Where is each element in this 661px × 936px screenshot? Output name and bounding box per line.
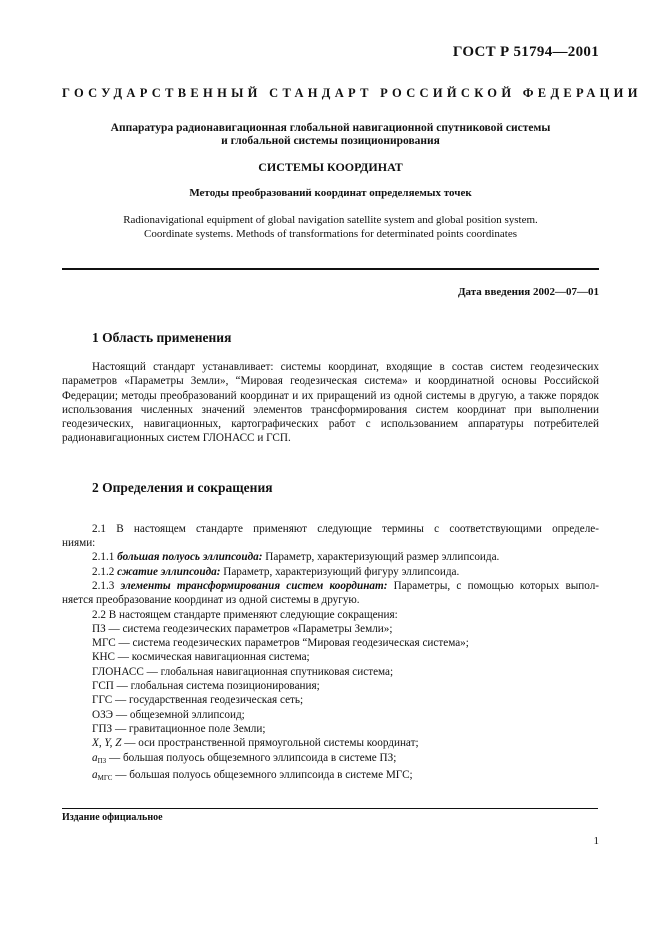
section-2-heading: 2 Определения и сокращения — [92, 479, 273, 495]
term-2-1-2 — [62, 565, 599, 579]
abbreviation-item: ГСП — глобальная система позиционирования; — [92, 680, 320, 693]
term-name: сжатие эллипсоида: — [117, 565, 221, 578]
standard-number: ГОСТ Р 51794—2001 — [452, 44, 599, 60]
introduction-date: Дата введения 2002—07—01 — [457, 286, 599, 298]
abbreviation-item: КНС — космическая навигационная система; — [92, 651, 310, 664]
term-name: большая полуось эллипсоида: — [117, 551, 263, 564]
title-block — [62, 122, 599, 241]
title-ru-line2: и глобальной системы позиционирования — [221, 135, 440, 147]
symbol: X, Y, Z — [92, 737, 122, 750]
symbol-xyz — [62, 736, 599, 750]
symbol: a — [92, 751, 98, 764]
clause-2-1-line1: 2.1 В настоящем стандарте применяют следующие термины с соответствующими определе- — [92, 522, 599, 535]
abbreviation-item: ПЗ — система геодезических параметров «Параметры Земли»; — [92, 622, 393, 635]
title-en-line2: Coordinate systems. Methods of transformations for determinated points coordinates — [143, 228, 517, 240]
abbreviation-item: ГГС — государственная геодезическая сеть; — [92, 694, 304, 707]
page-number: 1 — [593, 835, 599, 847]
clause-2-1-line2: ниями: — [62, 537, 96, 550]
symbol-definition: — большая полуось общеземного эллипсоида в системе ПЗ; — [106, 751, 397, 764]
term-definition: Параметр, характеризующий размер эллипсоида. — [262, 551, 500, 564]
symbol-a-mgs — [62, 768, 599, 785]
clause-2-2: 2.2 В настоящем стандарте применяют следующие сокращения: — [92, 608, 398, 621]
term-2-1-3 — [62, 579, 599, 593]
official-edition-label: Издание официальное — [62, 812, 163, 823]
section-1-heading: 1 Область применения — [92, 330, 232, 345]
abbreviation-item: ГПЗ — гравитационное поле Земли; — [92, 722, 266, 735]
title-ru-line1: Аппаратура радионавигационная глобальной навигационной спутниковой системы — [110, 122, 551, 134]
title-en — [62, 213, 599, 241]
term-definition: Параметры, с помощью которых выпол- — [387, 579, 600, 592]
section-1-text: Настоящий стандарт устанавливает: системы координат, входящие в состав систем геодезических параметров «Параметры Земли», “Мировая геодезическая система» и координатной основы Российской Федерации; методы преобразований координат и их приращений из одной системы в другую, а также порядок использования численных значений элементов трансформирования систем координат при выполнении геодезических, навигационных, картографических работ с использованием аппаратуры потребителей радионавигационных систем ГЛОНАСС и ГСП. — [62, 361, 599, 445]
section-2-body — [62, 522, 599, 785]
term-2-1-1 — [62, 550, 599, 564]
standard-banner: ГОСУДАРСТВЕННЫЙ СТАНДАРТ РОССИЙСКОЙ ФЕДЕРАЦИИ — [62, 86, 642, 100]
term-2-1-3-line2: няется преобразование координат из одной системы в другую. — [62, 594, 360, 607]
abbreviation-item: ОЗЭ — общеземной эллипсоид; — [92, 708, 245, 721]
symbol-definition: — большая полуось общеземного эллипсоида в системе МГС; — [112, 768, 413, 781]
header-rule — [62, 268, 599, 270]
term-number: 2.1.1 — [92, 551, 118, 564]
title-subtitle: Методы преобразований координат определяемых точек — [189, 187, 472, 199]
footer-rule — [62, 808, 598, 809]
title-en-line1: Radionavigational equipment of global navigation satellite system and global position system. — [123, 214, 538, 226]
document-body — [62, 330, 599, 785]
symbol-subscript: ПЗ — [97, 756, 107, 765]
symbol-a-pz — [62, 751, 599, 768]
symbol-definition: — оси пространственной прямоугольной системы координат; — [121, 737, 419, 750]
term-number: 2.1.3 — [92, 579, 121, 592]
term-name: элементы трансформирования систем координат: — [120, 579, 388, 592]
abbreviation-item: ГЛОНАСС — глобальная навигационная спутниковая система; — [92, 665, 394, 678]
symbol-subscript: МГС — [97, 773, 113, 782]
abbreviation-item: МГС — система геодезических параметров “Мировая геодезическая система»; — [92, 637, 469, 650]
title-main: СИСТЕМЫ КООРДИНАТ — [258, 160, 403, 174]
term-number: 2.1.2 — [92, 565, 118, 578]
symbol: a — [92, 768, 98, 781]
term-definition: Параметр, характеризующий фигуру эллипсоида. — [220, 565, 460, 578]
